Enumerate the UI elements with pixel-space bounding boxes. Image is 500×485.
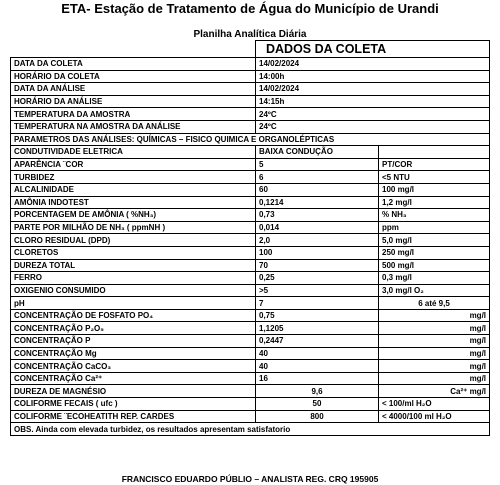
table-row bbox=[11, 196, 490, 209]
table-row bbox=[11, 58, 490, 71]
info-value: 14:15h bbox=[256, 95, 490, 108]
param-unit: mg/l bbox=[379, 335, 490, 348]
param-value: 5 bbox=[256, 158, 379, 171]
document-title: ETA- Estação de Tratamento de Água do Município de Urandi bbox=[61, 1, 439, 16]
param-value: >5 bbox=[256, 284, 379, 297]
header-blank-cell bbox=[11, 41, 256, 58]
param-label: FERRO bbox=[11, 272, 256, 285]
param-label: DUREZA TOTAL bbox=[11, 259, 256, 272]
param-unit: % NH₃ bbox=[379, 209, 490, 222]
param-unit: < 4000/100 ml H₂O bbox=[379, 410, 490, 423]
param-unit: mg/l bbox=[379, 372, 490, 385]
param-label: CONCENTRAÇÃO CaCO₃ bbox=[11, 360, 256, 373]
param-unit: < 100/ml H₂O bbox=[379, 398, 490, 411]
param-value: 100 bbox=[256, 246, 379, 259]
param-value: 16 bbox=[256, 372, 379, 385]
param-label: CLORO RESIDUAL (DPD) bbox=[11, 234, 256, 247]
observation-text: OBS. Ainda com elevada turbidez, os resultados apresentam satisfatorio bbox=[11, 423, 490, 436]
param-unit: 100 mg/l bbox=[379, 183, 490, 196]
param-label: CONCENTRAÇÃO Mg bbox=[11, 347, 256, 360]
params-heading-row bbox=[11, 133, 490, 146]
param-unit: mg/l bbox=[379, 347, 490, 360]
param-value: 7 bbox=[256, 297, 379, 310]
table-header-row bbox=[11, 41, 490, 58]
param-value: 0,2447 bbox=[256, 335, 379, 348]
param-label: COLIFORME ¨ECOHEATITH REP. CARDES bbox=[11, 410, 256, 423]
param-label: pH bbox=[11, 297, 256, 310]
table-row bbox=[11, 120, 490, 133]
info-value: 24ºC bbox=[256, 120, 490, 133]
document-subtitle: Planilha Analítica Diária bbox=[193, 29, 307, 40]
table-row bbox=[11, 70, 490, 83]
table-row bbox=[11, 234, 490, 247]
param-unit: 3,0 mg/l O₂ bbox=[379, 284, 490, 297]
table-row bbox=[11, 284, 490, 297]
param-unit bbox=[379, 146, 490, 159]
param-unit: 500 mg/l bbox=[379, 259, 490, 272]
param-value: 6 bbox=[256, 171, 379, 184]
param-unit: Ca²⁺ mg/l bbox=[379, 385, 490, 398]
param-unit: 1,2 mg/l bbox=[379, 196, 490, 209]
param-value: 40 bbox=[256, 347, 379, 360]
info-value: 14:00h bbox=[256, 70, 490, 83]
param-unit: <5 NTU bbox=[379, 171, 490, 184]
param-label: OXIGENIO CONSUMIDO bbox=[11, 284, 256, 297]
info-label: HORÁRIO DA COLETA bbox=[11, 70, 256, 83]
param-value: 2,0 bbox=[256, 234, 379, 247]
param-value: 40 bbox=[256, 360, 379, 373]
param-label: AMÔNIA INDOTEST bbox=[11, 196, 256, 209]
table-row bbox=[11, 372, 490, 385]
param-unit: mg/l bbox=[379, 322, 490, 335]
param-label: COLIFORME FECAIS ( ufc ) bbox=[11, 398, 256, 411]
table-row bbox=[11, 95, 490, 108]
info-value: 14/02/2024 bbox=[256, 83, 490, 96]
param-value: BAIXA CONDUÇÃO bbox=[256, 146, 379, 159]
param-label: CONCENTRAÇÃO P bbox=[11, 335, 256, 348]
param-value: 9,6 bbox=[256, 385, 379, 398]
table-row bbox=[11, 398, 490, 411]
param-value: 1,1205 bbox=[256, 322, 379, 335]
param-label: CONCENTRAÇÃO P₂O₅ bbox=[11, 322, 256, 335]
param-unit: 0,3 mg/l bbox=[379, 272, 490, 285]
info-label: DATA DA COLETA bbox=[11, 58, 256, 71]
param-unit: mg/l bbox=[379, 309, 490, 322]
param-unit: 250 mg/l bbox=[379, 246, 490, 259]
param-value: 800 bbox=[256, 410, 379, 423]
table-row bbox=[11, 360, 490, 373]
table-row bbox=[11, 297, 490, 310]
info-label: TEMPERATURA DA AMOSTRA bbox=[11, 108, 256, 121]
table-row bbox=[11, 158, 490, 171]
table-row bbox=[11, 209, 490, 222]
param-unit: ppm bbox=[379, 221, 490, 234]
table-row bbox=[11, 309, 490, 322]
param-label: DUREZA DE MAGNÉSIO bbox=[11, 385, 256, 398]
table-row bbox=[11, 410, 490, 423]
info-label: TEMPERATURA NA AMOSTRA DA ANÁLISE bbox=[11, 120, 256, 133]
param-label: APARÊNCIA ¨COR bbox=[11, 158, 256, 171]
info-label: DATA DA ANÁLISE bbox=[11, 83, 256, 96]
param-unit: PT/COR bbox=[379, 158, 490, 171]
param-value: 0,25 bbox=[256, 272, 379, 285]
table-row bbox=[11, 83, 490, 96]
param-value: 0,75 bbox=[256, 309, 379, 322]
param-label: ALCALINIDADE bbox=[11, 183, 256, 196]
table-row bbox=[11, 272, 490, 285]
table-row bbox=[11, 259, 490, 272]
analyst-signature-line: FRANCISCO EDUARDO PÚBLIO – ANALISTA REG. CRQ 195905 bbox=[121, 474, 379, 484]
params-heading: PARAMETROS DAS ANÁLISES: QUÍMICAS – FISICO QUIMICA E ORGANOLÉPTICAS bbox=[11, 133, 490, 146]
param-label: PORCENTAGEM DE AMÔNIA ( %NH₃) bbox=[11, 209, 256, 222]
table-row bbox=[11, 183, 490, 196]
param-value: 50 bbox=[256, 398, 379, 411]
param-label: PARTE POR MILHÃO DE NH₃ ( ppmNH ) bbox=[11, 221, 256, 234]
param-label: CONDUTIVIDADE ELETRICA bbox=[11, 146, 256, 159]
param-label: CONCENTRAÇÃO Ca²⁺ bbox=[11, 372, 256, 385]
param-label: CONCENTRAÇÃO DE FOSFATO PO₄ bbox=[11, 309, 256, 322]
param-value: 0,73 bbox=[256, 209, 379, 222]
analysis-table bbox=[10, 40, 490, 436]
table-row bbox=[11, 347, 490, 360]
param-unit: mg/l bbox=[379, 360, 490, 373]
obs-row bbox=[11, 423, 490, 436]
param-unit: 6 até 9,5 bbox=[379, 297, 490, 310]
info-value: 14/02/2024 bbox=[256, 58, 490, 71]
table-row bbox=[11, 385, 490, 398]
table-header: DADOS DA COLETA bbox=[256, 41, 490, 58]
param-label: TURBIDEZ bbox=[11, 171, 256, 184]
param-value: 0,014 bbox=[256, 221, 379, 234]
table-row bbox=[11, 108, 490, 121]
info-value: 24ºC bbox=[256, 108, 490, 121]
table-row bbox=[11, 322, 490, 335]
param-value: 0,1214 bbox=[256, 196, 379, 209]
param-value: 60 bbox=[256, 183, 379, 196]
param-label: CLORETOS bbox=[11, 246, 256, 259]
info-label: HORÁRIO DA ANÁLISE bbox=[11, 95, 256, 108]
table-row bbox=[11, 221, 490, 234]
table-row bbox=[11, 146, 490, 159]
param-value: 70 bbox=[256, 259, 379, 272]
param-unit: 5,0 mg/l bbox=[379, 234, 490, 247]
table-row bbox=[11, 246, 490, 259]
table-row bbox=[11, 335, 490, 348]
table-row bbox=[11, 171, 490, 184]
